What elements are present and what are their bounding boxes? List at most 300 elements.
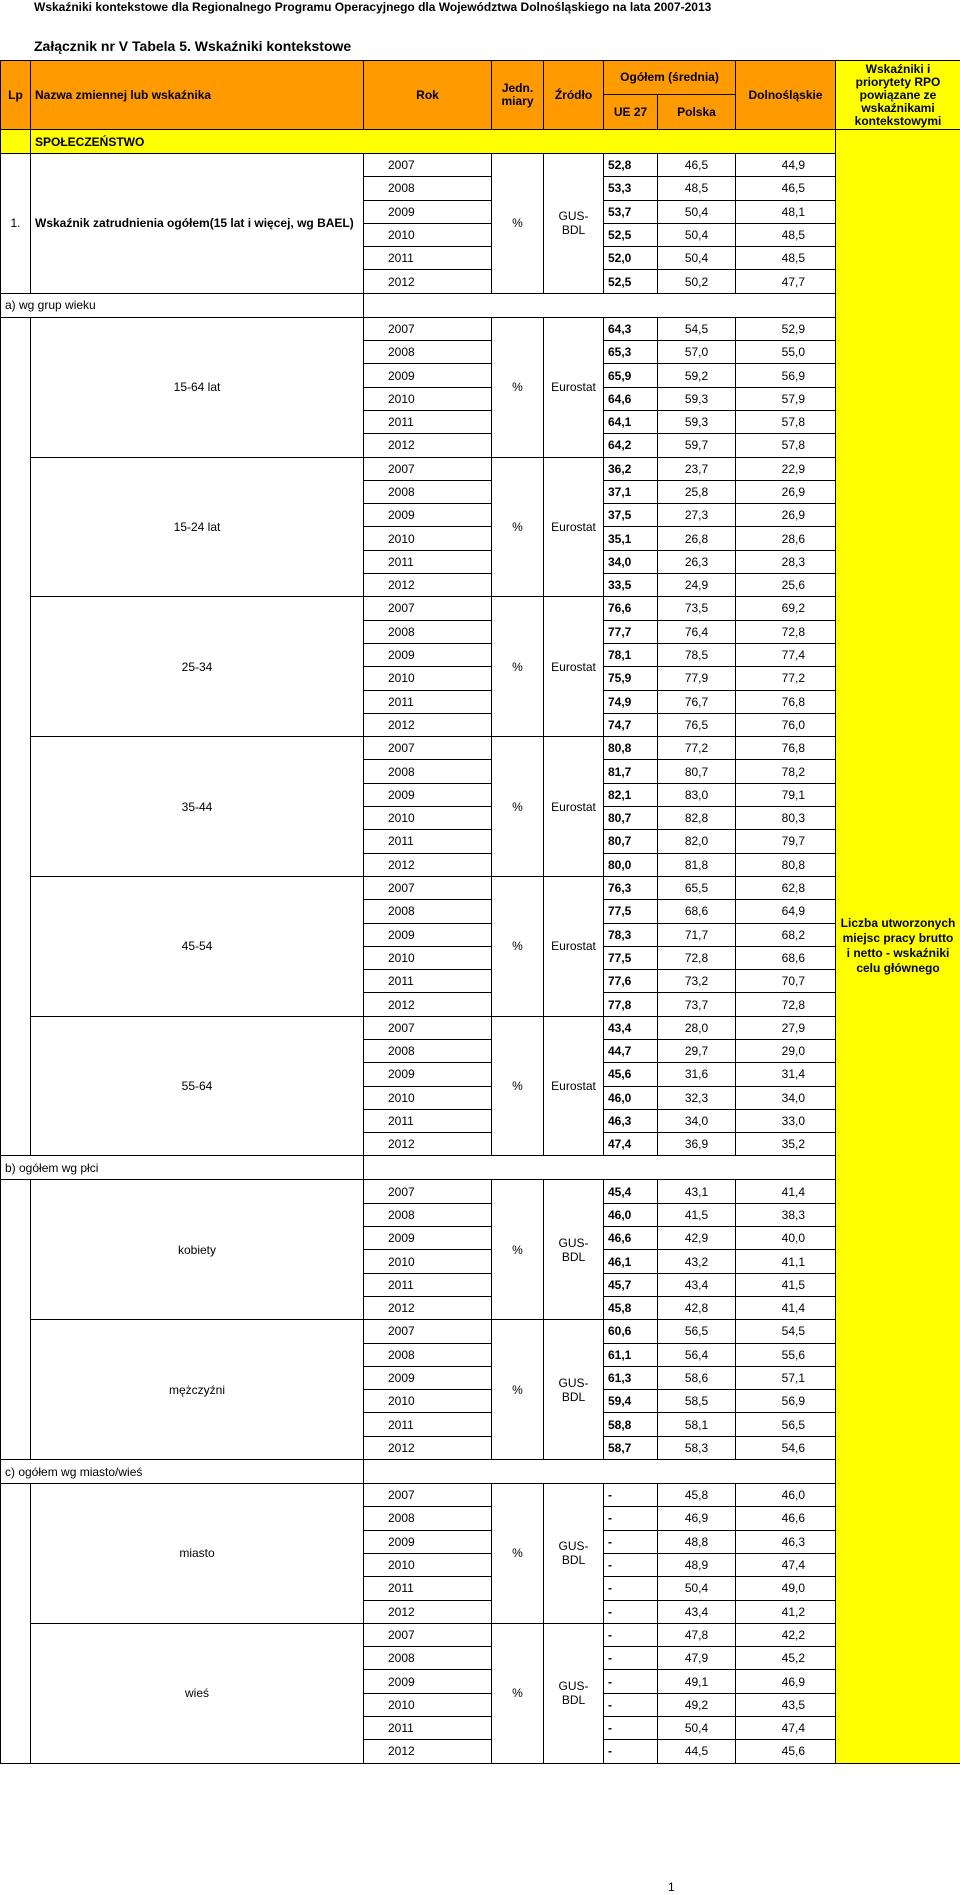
poland-value: 50,4 bbox=[658, 1577, 736, 1600]
source-cell: GUS-BDL bbox=[544, 1623, 604, 1763]
year-cell: 2012 bbox=[364, 993, 492, 1016]
poland-value: 25,8 bbox=[658, 480, 736, 503]
region-value: 76,0 bbox=[736, 713, 836, 736]
indent-cell bbox=[1, 317, 31, 1156]
ue27-value: 74,7 bbox=[604, 713, 658, 736]
category-label: SPOŁECZEŃSTWO bbox=[31, 130, 836, 154]
region-value: 45,2 bbox=[736, 1647, 836, 1670]
ue27-value: 33,5 bbox=[604, 574, 658, 597]
region-value: 26,9 bbox=[736, 504, 836, 527]
unit-cell: % bbox=[492, 1320, 544, 1460]
poland-value: 48,8 bbox=[658, 1530, 736, 1553]
poland-value: 54,5 bbox=[658, 317, 736, 340]
region-value: 55,6 bbox=[736, 1343, 836, 1366]
poland-value: 73,7 bbox=[658, 993, 736, 1016]
poland-value: 59,7 bbox=[658, 434, 736, 457]
ue27-value: 61,1 bbox=[604, 1343, 658, 1366]
indent-cell bbox=[1, 1180, 31, 1460]
ue27-value: 52,5 bbox=[604, 270, 658, 293]
ue27-value: 36,2 bbox=[604, 457, 658, 480]
table-row bbox=[1, 1484, 960, 1507]
region-value: 52,9 bbox=[736, 317, 836, 340]
column-header-region: Dolnośląskie bbox=[736, 61, 836, 130]
poland-value: 46,9 bbox=[658, 1507, 736, 1530]
year-cell: 2007 bbox=[364, 737, 492, 760]
ue27-value: 45,8 bbox=[604, 1296, 658, 1319]
year-cell: 2011 bbox=[364, 550, 492, 573]
year-cell: 2008 bbox=[364, 1507, 492, 1530]
region-value: 55,0 bbox=[736, 341, 836, 364]
source-cell: Eurostat bbox=[544, 597, 604, 737]
poland-value: 78,5 bbox=[658, 643, 736, 666]
year-cell: 2011 bbox=[364, 690, 492, 713]
group-label: 15-64 lat bbox=[31, 317, 364, 457]
unit-cell: % bbox=[492, 457, 544, 597]
year-cell: 2010 bbox=[364, 527, 492, 550]
year-cell: 2011 bbox=[364, 410, 492, 433]
ue27-value: 81,7 bbox=[604, 760, 658, 783]
group-label: 35-44 bbox=[31, 737, 364, 877]
poland-value: 24,9 bbox=[658, 574, 736, 597]
region-value: 79,1 bbox=[736, 783, 836, 806]
year-cell: 2010 bbox=[364, 223, 492, 246]
year-cell: 2011 bbox=[364, 1717, 492, 1740]
column-header-lp: Lp bbox=[1, 61, 31, 130]
ue27-value: 47,4 bbox=[604, 1133, 658, 1156]
region-value: 48,5 bbox=[736, 223, 836, 246]
year-cell: 2007 bbox=[364, 876, 492, 899]
ue27-value: - bbox=[604, 1647, 658, 1670]
year-cell: 2010 bbox=[364, 667, 492, 690]
ue27-value: 61,3 bbox=[604, 1366, 658, 1389]
ue27-value: 80,0 bbox=[604, 853, 658, 876]
unit-cell: % bbox=[492, 737, 544, 877]
year-cell: 2010 bbox=[364, 387, 492, 410]
ue27-value: 58,8 bbox=[604, 1413, 658, 1436]
ue27-value: 77,5 bbox=[604, 946, 658, 969]
poland-value: 58,1 bbox=[658, 1413, 736, 1436]
year-cell: 2010 bbox=[364, 1086, 492, 1109]
group-label: 45-54 bbox=[31, 876, 364, 1016]
poland-value: 77,9 bbox=[658, 667, 736, 690]
section-spacer bbox=[364, 1156, 836, 1180]
poland-value: 81,8 bbox=[658, 853, 736, 876]
table-row bbox=[1, 154, 960, 177]
ue27-value: 77,6 bbox=[604, 970, 658, 993]
ue27-value: - bbox=[604, 1623, 658, 1646]
table-row bbox=[1, 457, 960, 480]
poland-value: 57,0 bbox=[658, 341, 736, 364]
group-label: miasto bbox=[31, 1484, 364, 1624]
source-cell: Eurostat bbox=[544, 317, 604, 457]
ue27-value: 46,0 bbox=[604, 1203, 658, 1226]
section-title: c) ogółem wg miasto/wieś bbox=[1, 1460, 364, 1484]
region-value: 72,8 bbox=[736, 620, 836, 643]
source-cell: GUS-BDL bbox=[544, 1180, 604, 1320]
year-cell: 2010 bbox=[364, 1693, 492, 1716]
ue27-value: 46,0 bbox=[604, 1086, 658, 1109]
year-cell: 2012 bbox=[364, 853, 492, 876]
region-value: 56,9 bbox=[736, 1390, 836, 1413]
ue27-value: - bbox=[604, 1530, 658, 1553]
unit-cell: % bbox=[492, 154, 544, 294]
year-cell: 2009 bbox=[364, 1227, 492, 1250]
poland-value: 50,2 bbox=[658, 270, 736, 293]
region-value: 70,7 bbox=[736, 970, 836, 993]
poland-value: 56,4 bbox=[658, 1343, 736, 1366]
year-cell: 2009 bbox=[364, 200, 492, 223]
priority-description: Liczba utworzonych miejsc pracy brutto i netto - wskaźniki celu głównego bbox=[836, 130, 960, 1764]
ue27-value: 45,4 bbox=[604, 1180, 658, 1203]
region-value: 57,8 bbox=[736, 434, 836, 457]
year-cell: 2011 bbox=[364, 1413, 492, 1436]
poland-value: 43,1 bbox=[658, 1180, 736, 1203]
group-label: mężczyźni bbox=[31, 1320, 364, 1460]
page-number: 1 bbox=[668, 1880, 675, 1894]
section-title: a) wg grup wieku bbox=[1, 293, 364, 317]
ue27-value: 80,7 bbox=[604, 807, 658, 830]
poland-value: 50,4 bbox=[658, 200, 736, 223]
ue27-value: 46,1 bbox=[604, 1250, 658, 1273]
region-value: 41,4 bbox=[736, 1180, 836, 1203]
year-cell: 2012 bbox=[364, 1296, 492, 1319]
section-spacer bbox=[364, 293, 836, 317]
year-cell: 2012 bbox=[364, 1740, 492, 1763]
region-value: 68,6 bbox=[736, 946, 836, 969]
table-row bbox=[1, 737, 960, 760]
poland-value: 48,9 bbox=[658, 1553, 736, 1576]
ue27-value: - bbox=[604, 1740, 658, 1763]
ue27-value: 76,3 bbox=[604, 876, 658, 899]
year-cell: 2010 bbox=[364, 946, 492, 969]
region-value: 38,3 bbox=[736, 1203, 836, 1226]
unit-cell: % bbox=[492, 317, 544, 457]
poland-value: 42,9 bbox=[658, 1227, 736, 1250]
region-value: 35,2 bbox=[736, 1133, 836, 1156]
region-value: 78,2 bbox=[736, 760, 836, 783]
category-row bbox=[1, 130, 960, 154]
year-cell: 2010 bbox=[364, 1390, 492, 1413]
region-value: 80,8 bbox=[736, 853, 836, 876]
section-title: b) ogółem wg płci bbox=[1, 1156, 364, 1180]
poland-value: 46,5 bbox=[658, 154, 736, 177]
poland-value: 58,5 bbox=[658, 1390, 736, 1413]
year-cell: 2008 bbox=[364, 1647, 492, 1670]
ue27-value: - bbox=[604, 1670, 658, 1693]
region-value: 41,2 bbox=[736, 1600, 836, 1623]
poland-value: 76,5 bbox=[658, 713, 736, 736]
column-header-year: Rok bbox=[364, 61, 492, 130]
region-value: 57,9 bbox=[736, 387, 836, 410]
region-value: 62,8 bbox=[736, 876, 836, 899]
table-subtitle: Załącznik nr V Tabela 5. Wskaźniki kontekstowe bbox=[34, 38, 352, 54]
group-label: 15-24 lat bbox=[31, 457, 364, 597]
region-value: 46,0 bbox=[736, 1484, 836, 1507]
region-value: 48,1 bbox=[736, 200, 836, 223]
ue27-value: 60,6 bbox=[604, 1320, 658, 1343]
region-value: 76,8 bbox=[736, 737, 836, 760]
source-cell: Eurostat bbox=[544, 876, 604, 1016]
column-header-poland: Polska bbox=[658, 95, 736, 130]
region-value: 25,6 bbox=[736, 574, 836, 597]
year-cell: 2012 bbox=[364, 270, 492, 293]
year-cell: 2009 bbox=[364, 364, 492, 387]
poland-value: 41,5 bbox=[658, 1203, 736, 1226]
region-value: 40,0 bbox=[736, 1227, 836, 1250]
ue27-value: - bbox=[604, 1484, 658, 1507]
region-value: 49,0 bbox=[736, 1577, 836, 1600]
region-value: 46,6 bbox=[736, 1507, 836, 1530]
region-value: 28,6 bbox=[736, 527, 836, 550]
poland-value: 44,5 bbox=[658, 1740, 736, 1763]
year-cell: 2012 bbox=[364, 434, 492, 457]
ue27-value: 77,8 bbox=[604, 993, 658, 1016]
document-header: Wskaźniki kontekstowe dla Regionalnego Programu Operacyjnego dla Województwa Dolnośląskiego na lata 2007-2013 bbox=[34, 0, 712, 14]
indicator-name: Wskaźnik zatrudnienia ogółem(15 lat i więcej, wg BAEL) bbox=[31, 154, 364, 294]
table-row bbox=[1, 597, 960, 620]
section-spacer bbox=[364, 1460, 836, 1484]
table-row bbox=[1, 1016, 960, 1039]
region-value: 54,6 bbox=[736, 1436, 836, 1459]
ue27-value: 37,1 bbox=[604, 480, 658, 503]
year-cell: 2011 bbox=[364, 970, 492, 993]
poland-value: 47,8 bbox=[658, 1623, 736, 1646]
ue27-value: 58,7 bbox=[604, 1436, 658, 1459]
ue27-value: 82,1 bbox=[604, 783, 658, 806]
year-cell: 2010 bbox=[364, 1553, 492, 1576]
ue27-value: 52,0 bbox=[604, 247, 658, 270]
region-value: 28,3 bbox=[736, 550, 836, 573]
year-cell: 2012 bbox=[364, 1436, 492, 1459]
poland-value: 59,3 bbox=[658, 410, 736, 433]
region-value: 41,5 bbox=[736, 1273, 836, 1296]
year-cell: 2012 bbox=[364, 574, 492, 597]
year-cell: 2009 bbox=[364, 783, 492, 806]
region-value: 26,9 bbox=[736, 480, 836, 503]
region-value: 47,7 bbox=[736, 270, 836, 293]
poland-value: 76,4 bbox=[658, 620, 736, 643]
poland-value: 77,2 bbox=[658, 737, 736, 760]
poland-value: 48,5 bbox=[658, 177, 736, 200]
year-cell: 2008 bbox=[364, 480, 492, 503]
year-cell: 2010 bbox=[364, 1250, 492, 1273]
region-value: 79,7 bbox=[736, 830, 836, 853]
year-cell: 2008 bbox=[364, 1039, 492, 1062]
ue27-value: 80,8 bbox=[604, 737, 658, 760]
region-value: 57,8 bbox=[736, 410, 836, 433]
region-value: 64,9 bbox=[736, 900, 836, 923]
poland-value: 23,7 bbox=[658, 457, 736, 480]
poland-value: 49,1 bbox=[658, 1670, 736, 1693]
poland-value: 43,2 bbox=[658, 1250, 736, 1273]
ue27-value: 65,3 bbox=[604, 341, 658, 364]
ue27-value: - bbox=[604, 1693, 658, 1716]
poland-value: 58,3 bbox=[658, 1436, 736, 1459]
year-cell: 2011 bbox=[364, 1109, 492, 1132]
column-header-priority: Wskaźniki i priorytety RPO powiązane ze wskaźnikami kontekstowymi bbox=[836, 61, 960, 130]
region-value: 45,6 bbox=[736, 1740, 836, 1763]
poland-value: 34,0 bbox=[658, 1109, 736, 1132]
region-value: 44,9 bbox=[736, 154, 836, 177]
ue27-value: 52,8 bbox=[604, 154, 658, 177]
ue27-value: 64,2 bbox=[604, 434, 658, 457]
ue27-value: - bbox=[604, 1553, 658, 1576]
year-cell: 2010 bbox=[364, 807, 492, 830]
ue27-value: - bbox=[604, 1717, 658, 1740]
unit-cell: % bbox=[492, 597, 544, 737]
section-header-row bbox=[1, 1460, 960, 1484]
poland-value: 73,2 bbox=[658, 970, 736, 993]
source-cell: GUS-BDL bbox=[544, 1484, 604, 1624]
region-value: 57,1 bbox=[736, 1366, 836, 1389]
year-cell: 2007 bbox=[364, 154, 492, 177]
unit-cell: % bbox=[492, 1180, 544, 1320]
ue27-value: 44,7 bbox=[604, 1039, 658, 1062]
ue27-value: 64,1 bbox=[604, 410, 658, 433]
column-header-ue27: UE 27 bbox=[604, 95, 658, 130]
ue27-value: 35,1 bbox=[604, 527, 658, 550]
region-value: 54,5 bbox=[736, 1320, 836, 1343]
year-cell: 2011 bbox=[364, 1273, 492, 1296]
table-row bbox=[1, 1623, 960, 1646]
region-value: 41,1 bbox=[736, 1250, 836, 1273]
poland-value: 58,6 bbox=[658, 1366, 736, 1389]
poland-value: 50,4 bbox=[658, 247, 736, 270]
group-label: 55-64 bbox=[31, 1016, 364, 1156]
region-value: 27,9 bbox=[736, 1016, 836, 1039]
region-value: 47,4 bbox=[736, 1717, 836, 1740]
ue27-value: 34,0 bbox=[604, 550, 658, 573]
region-value: 68,2 bbox=[736, 923, 836, 946]
indent-cell bbox=[1, 1484, 31, 1764]
region-value: 56,9 bbox=[736, 364, 836, 387]
year-cell: 2007 bbox=[364, 1484, 492, 1507]
region-value: 33,0 bbox=[736, 1109, 836, 1132]
unit-cell: % bbox=[492, 1016, 544, 1156]
poland-value: 26,8 bbox=[658, 527, 736, 550]
ue27-value: 45,6 bbox=[604, 1063, 658, 1086]
region-value: 56,5 bbox=[736, 1413, 836, 1436]
column-header-overall: Ogółem (średnia) bbox=[604, 61, 736, 95]
ue27-value: 77,7 bbox=[604, 620, 658, 643]
year-cell: 2009 bbox=[364, 643, 492, 666]
section-header-row bbox=[1, 293, 960, 317]
region-value: 42,2 bbox=[736, 1623, 836, 1646]
year-cell: 2008 bbox=[364, 1203, 492, 1226]
ue27-value: 76,6 bbox=[604, 597, 658, 620]
poland-value: 43,4 bbox=[658, 1600, 736, 1623]
column-header-source: Źródło bbox=[544, 61, 604, 130]
year-cell: 2009 bbox=[364, 1366, 492, 1389]
ue27-value: 53,7 bbox=[604, 200, 658, 223]
group-label: wieś bbox=[31, 1623, 364, 1763]
year-cell: 2008 bbox=[364, 620, 492, 643]
ue27-value: 52,5 bbox=[604, 223, 658, 246]
ue27-value: 45,7 bbox=[604, 1273, 658, 1296]
poland-value: 31,6 bbox=[658, 1063, 736, 1086]
ue27-value: 78,1 bbox=[604, 643, 658, 666]
group-label: kobiety bbox=[31, 1180, 364, 1320]
poland-value: 27,3 bbox=[658, 504, 736, 527]
year-cell: 2007 bbox=[364, 1016, 492, 1039]
poland-value: 59,3 bbox=[658, 387, 736, 410]
group-label: 25-34 bbox=[31, 597, 364, 737]
section-header-row bbox=[1, 1156, 960, 1180]
source-cell: GUS-BDL bbox=[544, 1320, 604, 1460]
poland-value: 82,8 bbox=[658, 807, 736, 830]
region-value: 46,3 bbox=[736, 1530, 836, 1553]
unit-cell: % bbox=[492, 1484, 544, 1624]
year-cell: 2009 bbox=[364, 504, 492, 527]
indicator-number: 1. bbox=[1, 154, 31, 294]
region-value: 41,4 bbox=[736, 1296, 836, 1319]
region-value: 46,5 bbox=[736, 177, 836, 200]
year-cell: 2011 bbox=[364, 830, 492, 853]
table-body bbox=[1, 130, 960, 1764]
ue27-value: 78,3 bbox=[604, 923, 658, 946]
year-cell: 2009 bbox=[364, 1530, 492, 1553]
year-cell: 2011 bbox=[364, 247, 492, 270]
year-cell: 2007 bbox=[364, 457, 492, 480]
year-cell: 2009 bbox=[364, 1063, 492, 1086]
poland-value: 32,3 bbox=[658, 1086, 736, 1109]
poland-value: 73,5 bbox=[658, 597, 736, 620]
ue27-value: 64,6 bbox=[604, 387, 658, 410]
poland-value: 26,3 bbox=[658, 550, 736, 573]
region-value: 77,4 bbox=[736, 643, 836, 666]
ue27-value: 37,5 bbox=[604, 504, 658, 527]
region-value: 46,9 bbox=[736, 1670, 836, 1693]
table-row bbox=[1, 1320, 960, 1343]
poland-value: 56,5 bbox=[658, 1320, 736, 1343]
poland-value: 47,9 bbox=[658, 1647, 736, 1670]
year-cell: 2007 bbox=[364, 1623, 492, 1646]
ue27-value: - bbox=[604, 1507, 658, 1530]
poland-value: 49,2 bbox=[658, 1693, 736, 1716]
poland-value: 45,8 bbox=[658, 1484, 736, 1507]
year-cell: 2009 bbox=[364, 1670, 492, 1693]
year-cell: 2007 bbox=[364, 1180, 492, 1203]
region-value: 69,2 bbox=[736, 597, 836, 620]
year-cell: 2008 bbox=[364, 1343, 492, 1366]
poland-value: 42,8 bbox=[658, 1296, 736, 1319]
table-row bbox=[1, 317, 960, 340]
poland-value: 76,7 bbox=[658, 690, 736, 713]
table-row bbox=[1, 876, 960, 899]
ue27-value: 46,6 bbox=[604, 1227, 658, 1250]
ue27-value: 53,3 bbox=[604, 177, 658, 200]
region-value: 48,5 bbox=[736, 247, 836, 270]
poland-value: 83,0 bbox=[658, 783, 736, 806]
region-value: 29,0 bbox=[736, 1039, 836, 1062]
unit-cell: % bbox=[492, 1623, 544, 1763]
poland-value: 82,0 bbox=[658, 830, 736, 853]
column-header-unit: Jedn. miary bbox=[492, 61, 544, 130]
poland-value: 28,0 bbox=[658, 1016, 736, 1039]
source-cell: GUS-BDL bbox=[544, 154, 604, 294]
region-value: 76,8 bbox=[736, 690, 836, 713]
poland-value: 68,6 bbox=[658, 900, 736, 923]
year-cell: 2007 bbox=[364, 1320, 492, 1343]
region-value: 22,9 bbox=[736, 457, 836, 480]
poland-value: 65,5 bbox=[658, 876, 736, 899]
poland-value: 50,4 bbox=[658, 1717, 736, 1740]
year-cell: 2008 bbox=[364, 760, 492, 783]
poland-value: 29,7 bbox=[658, 1039, 736, 1062]
ue27-value: - bbox=[604, 1577, 658, 1600]
year-cell: 2009 bbox=[364, 923, 492, 946]
poland-value: 43,4 bbox=[658, 1273, 736, 1296]
